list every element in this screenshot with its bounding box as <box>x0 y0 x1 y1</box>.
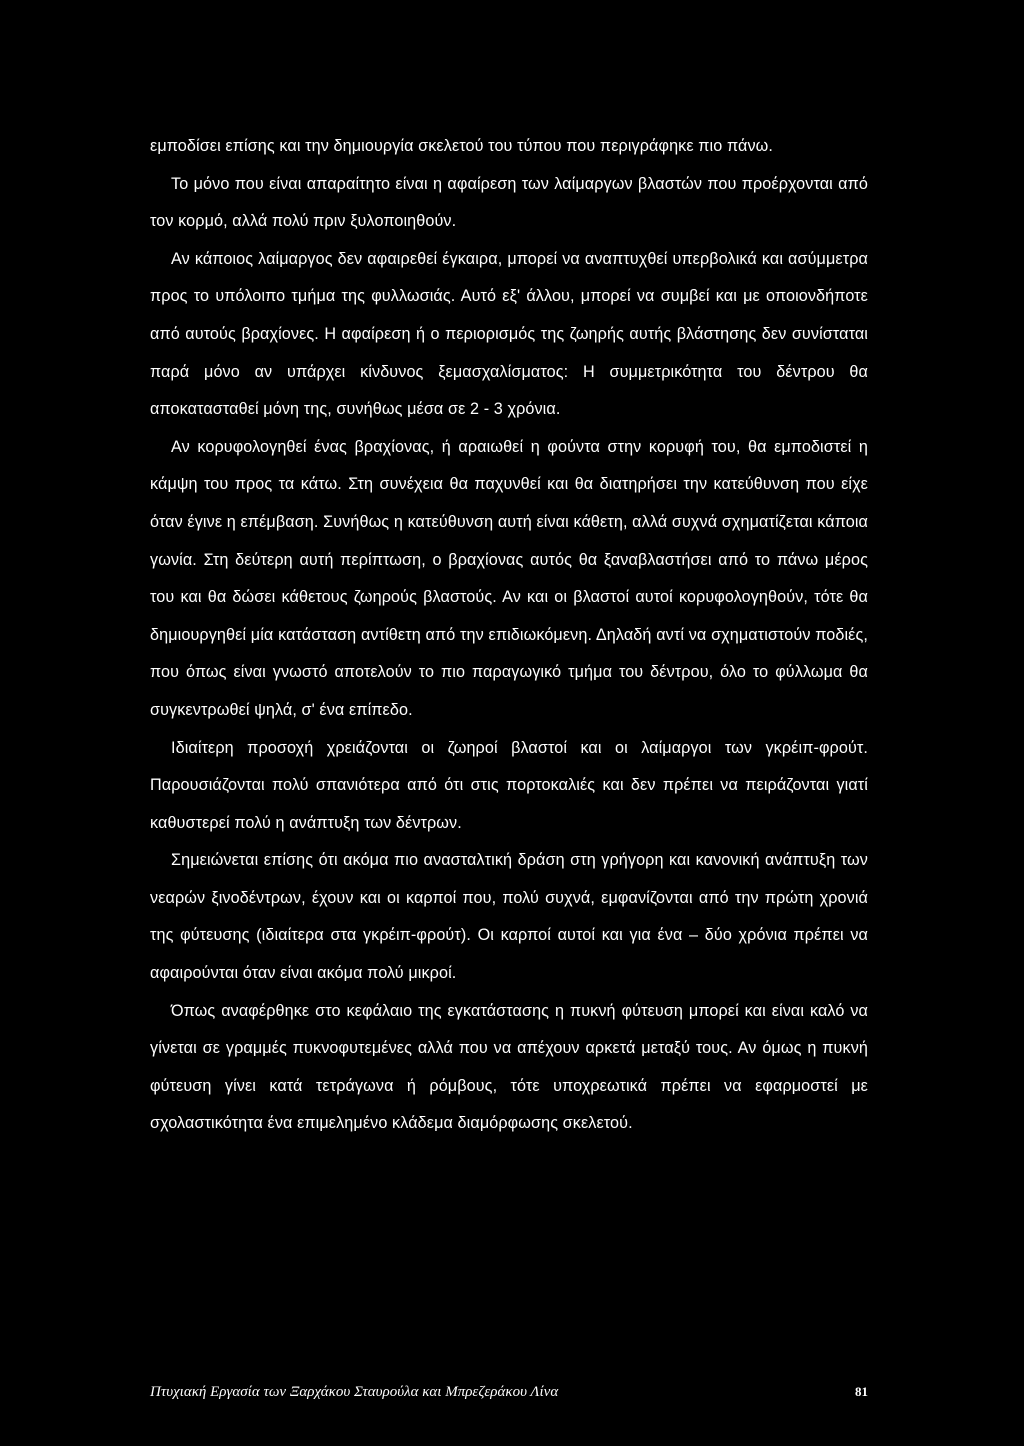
page-body <box>150 128 868 1143</box>
paragraph: Το μόνο που είναι απαραίτητο είναι η αφαίρεση των λαίμαργων βλαστών που προέρχονται από τον κορμό, αλλά πολύ πριν ξυλοποιηθούν. <box>150 174 868 231</box>
paragraph: Αν κάποιος λαίμαργος δεν αφαιρεθεί έγκαιρα, μπορεί να αναπτυχθεί υπερβολικά και ασύμμετρα προς το υπόλοιπο τμήμα της φυλλωσιάς. Αυτό εξ' άλλου, μπορεί να συμβεί και με οποιονδήποτε από αυτούς βραχίονες. Η αφαίρεση ή ο περιορισμός της ζωηρής αυτής βλάστησης δεν συνίσταται παρά μόνο αν υπάρχει κίνδυνος ξεμασχαλίσματος: Η συμμετρικότητα του δέντρου θα αποκατασταθεί μόνη της, συνήθως μέσα σε 2 - 3 χρόνια. <box>150 249 868 419</box>
footer-title: Πτυχιακή Εργασία των Ξαρχάκου Σταυρούλα και Μπρεζεράκου Λίνα <box>150 1384 559 1400</box>
paragraph: Όπως αναφέρθηκε στο κεφάλαιο της εγκατάστασης η πυκνή φύτευση μπορεί και είναι καλό να γίνεται σε γραμμές πυκνοφυτεμένες αλλά που να απέχουν αρκετά μεταξύ τους. Αν όμως η πυκνή φύτευση γίνει κατά τετράγωνα ή ρόμβους, τότε υποχρεωτικά πρέπει να εφαρμοστεί με σχολαστικότητα ένα επιμελημένο κλάδεμα διαμόρφωσης σκελετού. <box>150 1001 868 1133</box>
page-number: 81 <box>855 1384 868 1399</box>
paragraph: Αν κορυφολογηθεί ένας βραχίονας, ή αραιωθεί η φούντα στην κορυφή του, θα εμποδιστεί η κάμψη του προς τα κάτω. Στη συνέχεια θα παχυνθεί και θα διατηρήσει την κατεύθυνση που είχε όταν έγινε η επέμβαση. Συνήθως η κατεύθυνση αυτή είναι κάθετη, αλλά συχνά σχηματίζεται κάποια γωνία. Στη δεύτερη αυτή περίπτωση, ο βραχίονας αυτός θα ξαναβλαστήσει από το πάνω μέρος του και θα δώσει κάθετους ζωηρούς βλαστούς. Αν και οι βλαστοί αυτοί κορυφολογηθούν, τότε θα δημιουργηθεί μία κατάσταση αντίθετη από την επιδιωκόμενη. Δηλαδή αντί να σχηματιστούν ποδιές, που όπως είναι γνωστό αποτελούν το πιο παραγωγικό τμήμα του δέντρου, όλο το φύλλωμα θα συγκεντρωθεί ψηλά, σ' ένα επίπεδο. <box>150 437 868 719</box>
paragraph: Ιδιαίτερη προσοχή χρειάζονται οι ζωηροί βλαστοί και οι λαίμαργοι των γκρέιπ-φρούτ. Παρουσιάζονται πολύ σπανιότερα από ότι στις πορτοκαλιές και δεν πρέπει να πειράζονται γιατί καθυστερεί πολύ η ανάπτυξη των δέντρων. <box>150 738 868 832</box>
page-footer <box>150 1384 868 1408</box>
paragraph-continuation: εμποδίσει επίσης και την δημιουργία σκελετού του τύπου που περιγράφηκε πιο πάνω. <box>150 137 773 155</box>
paragraph: Σημειώνεται επίσης ότι ακόμα πιο ανασταλτική δράση στη γρήγορη και κανονική ανάπτυξη των νεαρών ξινοδέντρων, έχουν και οι καρποί που, πολύ συχνά, εμφανίζονται από την πρώτη χρονιά της φύτευσης (ιδιαίτερα στα γκρέιπ-φρούτ). Οι καρποί αυτοί και για ένα – δύο χρόνια πρέπει να αφαιρούνται όταν είναι ακόμα πολύ μικροί. <box>150 851 868 983</box>
